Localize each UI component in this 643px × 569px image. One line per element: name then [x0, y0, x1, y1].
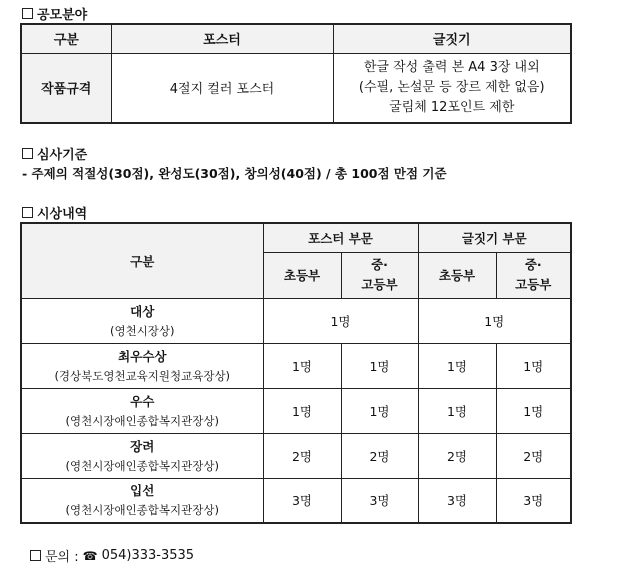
award-count-poster: 1명	[263, 298, 418, 343]
writing-spec	[333, 53, 571, 123]
award-count: 1명	[418, 388, 496, 433]
table-row	[21, 433, 571, 478]
section-heading-text: 시상내역	[37, 207, 88, 222]
award-count: 3명	[496, 478, 571, 523]
inquiry-phone: 054)333-3535	[101, 548, 195, 563]
header-poster-division: 포스터 부문	[263, 223, 418, 252]
award-count: 3명	[263, 478, 341, 523]
award-count: 2명	[263, 433, 341, 478]
inquiry-line	[30, 546, 194, 565]
header-category: 구분	[21, 24, 111, 53]
award-label	[21, 343, 263, 388]
subheader-line: 고등부	[515, 277, 552, 292]
award-count-writing: 1명	[418, 298, 571, 343]
checkbox-square-icon	[22, 207, 33, 218]
award-name: 최우수상	[118, 348, 167, 364]
award-sponsor: (경상북도영천교육지원청교육장상)	[54, 368, 231, 383]
header-poster: 포스터	[111, 24, 333, 53]
award-count: 2명	[496, 433, 571, 478]
section-heading-contest-field	[22, 4, 87, 23]
subheader-middle-high	[341, 252, 418, 298]
award-sponsor: (영천시장애인종합복지관장상)	[65, 503, 219, 518]
subheader-line: 중·	[524, 257, 542, 272]
award-count: 1명	[418, 343, 496, 388]
award-sponsor: (영천시장애인종합복지관장상)	[65, 458, 219, 473]
section-heading-text: 심사기준	[37, 148, 88, 163]
award-label	[21, 478, 263, 523]
judging-criteria-text: - 주제의 적절성(30점), 완성도(30점), 창의성(40점) / 총 100점 만점 기준	[22, 166, 447, 181]
writing-spec-line: 한글 작성 출력 본 A4 3장 내외	[363, 59, 540, 75]
subheader-elementary: 초등부	[418, 252, 496, 298]
section-heading-judging	[22, 144, 87, 163]
checkbox-square-icon	[30, 550, 41, 561]
award-label	[21, 433, 263, 478]
award-count: 2명	[418, 433, 496, 478]
award-label	[21, 388, 263, 433]
table-header-row	[21, 24, 571, 53]
header-category: 구분	[21, 223, 263, 298]
award-count: 2명	[341, 433, 418, 478]
checkbox-square-icon	[22, 8, 33, 19]
award-count: 1명	[341, 388, 418, 433]
contest-field-table	[20, 23, 572, 124]
table-row	[21, 298, 571, 343]
subheader-elementary: 초등부	[263, 252, 341, 298]
award-count: 1명	[496, 388, 571, 433]
award-sponsor: (영천시장상)	[109, 323, 175, 338]
award-label	[21, 298, 263, 343]
award-count: 1명	[341, 343, 418, 388]
phone-icon: ☎	[82, 548, 98, 563]
section-heading-awards	[22, 203, 87, 222]
header-writing-division: 글짓기 부문	[418, 223, 571, 252]
header-writing: 글짓기	[333, 24, 571, 53]
award-name: 입선	[130, 483, 155, 499]
awards-table	[20, 222, 572, 524]
table-row	[21, 343, 571, 388]
table-row	[21, 388, 571, 433]
table-row	[21, 53, 571, 123]
award-name: 대상	[130, 303, 155, 319]
section-heading-text: 공모분야	[37, 8, 88, 23]
subheader-line: 중·	[371, 257, 388, 272]
subheader-middle-high	[496, 252, 571, 298]
award-sponsor: (영천시장애인종합복지관장상)	[65, 413, 219, 428]
inquiry-label: 문의 :	[45, 550, 79, 565]
table-header-row	[21, 223, 571, 252]
award-count: 3명	[341, 478, 418, 523]
award-count: 1명	[496, 343, 571, 388]
checkbox-square-icon	[22, 148, 33, 159]
row-label-spec: 작품규격	[21, 53, 111, 123]
award-count: 1명	[263, 343, 341, 388]
subheader-line: 고등부	[361, 277, 398, 292]
award-name: 장려	[130, 438, 155, 454]
table-row	[21, 478, 571, 523]
award-count: 1명	[263, 388, 341, 433]
award-name: 우수	[130, 393, 155, 409]
award-count: 3명	[418, 478, 496, 523]
poster-spec: 4절지 컬러 포스터	[111, 53, 333, 123]
writing-spec-line: (수필, 논설문 등 장르 제한 없음)	[358, 79, 545, 95]
writing-spec-line: 굴림체 12포인트 제한	[389, 99, 515, 115]
